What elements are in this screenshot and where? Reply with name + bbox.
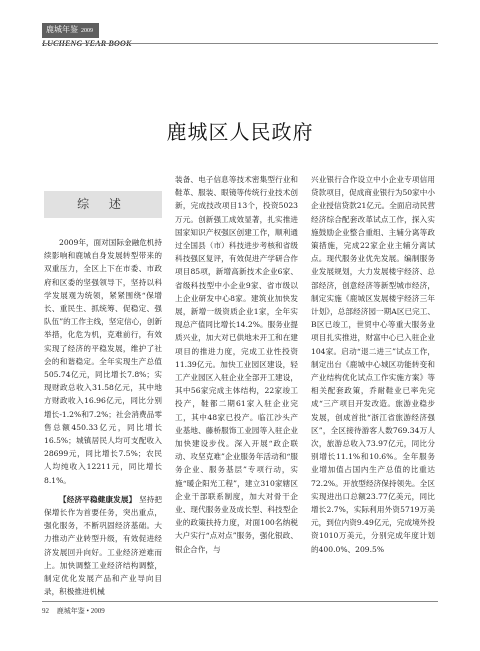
running-footer [42, 606, 105, 616]
book-title-english: LUCHENG YEAR BOOK [42, 39, 132, 48]
page-number: 92 [42, 607, 49, 615]
book-title-badge [42, 23, 99, 38]
column-3-text: 兴业银行合作设立中小企业专项信用贷款项目，促成商业银行为50家中小企业授信贷款21亿元。全面启动民营经济综合配套改革试点工作，探入实施鼓励企业整合重组、主辅分离等政策措施，完成22家企业主辅分离试点。现代服务业优先发展。编制服务业发展规划，大力发展楼宇经济、总部经济，创意经济等新型城市经济，制定实施《鹿城区发展楼宇经济三年计划》，总部经济园一期A区已完工、B区已竣工，世贸中心等重大服务业项目扎实推进，财富中心已入驻企业104家。启动“退二进三”试点工作，制定出台《鹿城中心城区功能转变和产业结构优化试点工作实施方案》等相关配套政策，乔耐鞋业已率先完成“三产项目开发改造。旅游业稳步发展，创成首批“浙江省旅游经济强区”，全区接待游客人数769.34万人次，旅游总收入73.97亿元，同比分别增长11.1%和10.6%。全年服务业增加值占国内生产总值的比重达72.2%。开放型经济保持领先。全区实现进出口总额23.77亿美元，同比增长2.7%，实际利用外资5719万美元，到位内资9.49亿元，完成境外投资1010万美元，分别完成年度计划的400.0%、209.5% [311, 175, 435, 554]
page-title: 鹿城区人民政府 [166, 120, 314, 144]
overview-paragraph: 2009年，面对国际金融危机持续影响和鹿城自身发展转型带来的双重压力，全区上下在市委、市政府和区委的坚强领导下，坚持以科学发展观为统领，紧紧围绕“保增长、重民生、抓统筹、促稳定、强队伍”的工作主线，坚定信心，创新举措，化危为机，克难前行，有效实现了经济的平稳发展，维护了社会的和谐稳定。全年实现生产总值505.74亿元，同比增长7.8%；实现财政总收入31.58亿元，其中地方财政收入16.96亿元，同比分别增长-1.2%和7.2%；社会消费品零售总额450.33亿元，同比增长16.5%；城镇居民人均可支配收入28699元，同比增长7.5%；农民人均纯收入12211元，同比增长8.1%。 [44, 238, 162, 485]
footer-rule [42, 601, 438, 602]
economy-paragraph [44, 493, 162, 599]
header-rule [42, 43, 438, 44]
text-column-1 [44, 173, 162, 598]
text-column-2 [175, 173, 298, 556]
subsection-heading: 【经济平稳健康发展】 [59, 494, 137, 504]
text-column-3 [311, 173, 435, 556]
footer-text: 鹿城年鉴 • 2009 [56, 607, 105, 615]
economy-paragraph-text: 坚持把保增长作为首要任务，突出重点，强化服务，不断巩固经济基础。大力推动产业转型升级，有效促进经济发展回升向好。工业经济逆难而上。加快调整工业经济结构调整，制定优化发展产品和产业导向目录，积极推进机械 [44, 494, 163, 597]
book-year: 2009 [81, 28, 93, 34]
book-title: 鹿城年鉴 [46, 25, 78, 34]
section-heading: 综 述 [44, 191, 162, 218]
column-2-text: 装备、电子信息等技术密集型行业和鞋革、服装、眼镜等传统行业技术创新，完成技改项目13个，投资5023万元。创新强工成效显著，扎实推进国家知识产权强区创建工作，顺利通过全国县（市）科技进步考核和省级科技强区复评，有效促进产学研合作项目85项，新增高新技术企业6家、省级科技型中小企业9家、省市级以上企业研发中心8家。建筑业加快发展，新增一级资质企业1家，全年实现总产值同比增长14.2%。服务业提质兴业，加大对已供地未开工和在建项目的推进力度，完成工业性投资11.39亿元。加快工业园区建设，轻工产业园区入驻企业全部开工建设，其中56家完成主体结构，22家竣工投产，鞋都二期61家入驻企业完工，其中48家已投产。临江沙头产业基地、藤桥服饰工业园等入驻企业加快建设步伐。深入开展“政企联动、攻坚克难”企业服务年活动和“服务企业、服务基层”专项行动，实施“暖企阳光工程”，建立310家辖区企业干部联系制度，加大对骨干企业、现代服务业及成长型、科技型企业的政策扶持力度，对面100名纳税大户实行“点对点”服务，强化银政、银企合作，与 [175, 175, 298, 554]
